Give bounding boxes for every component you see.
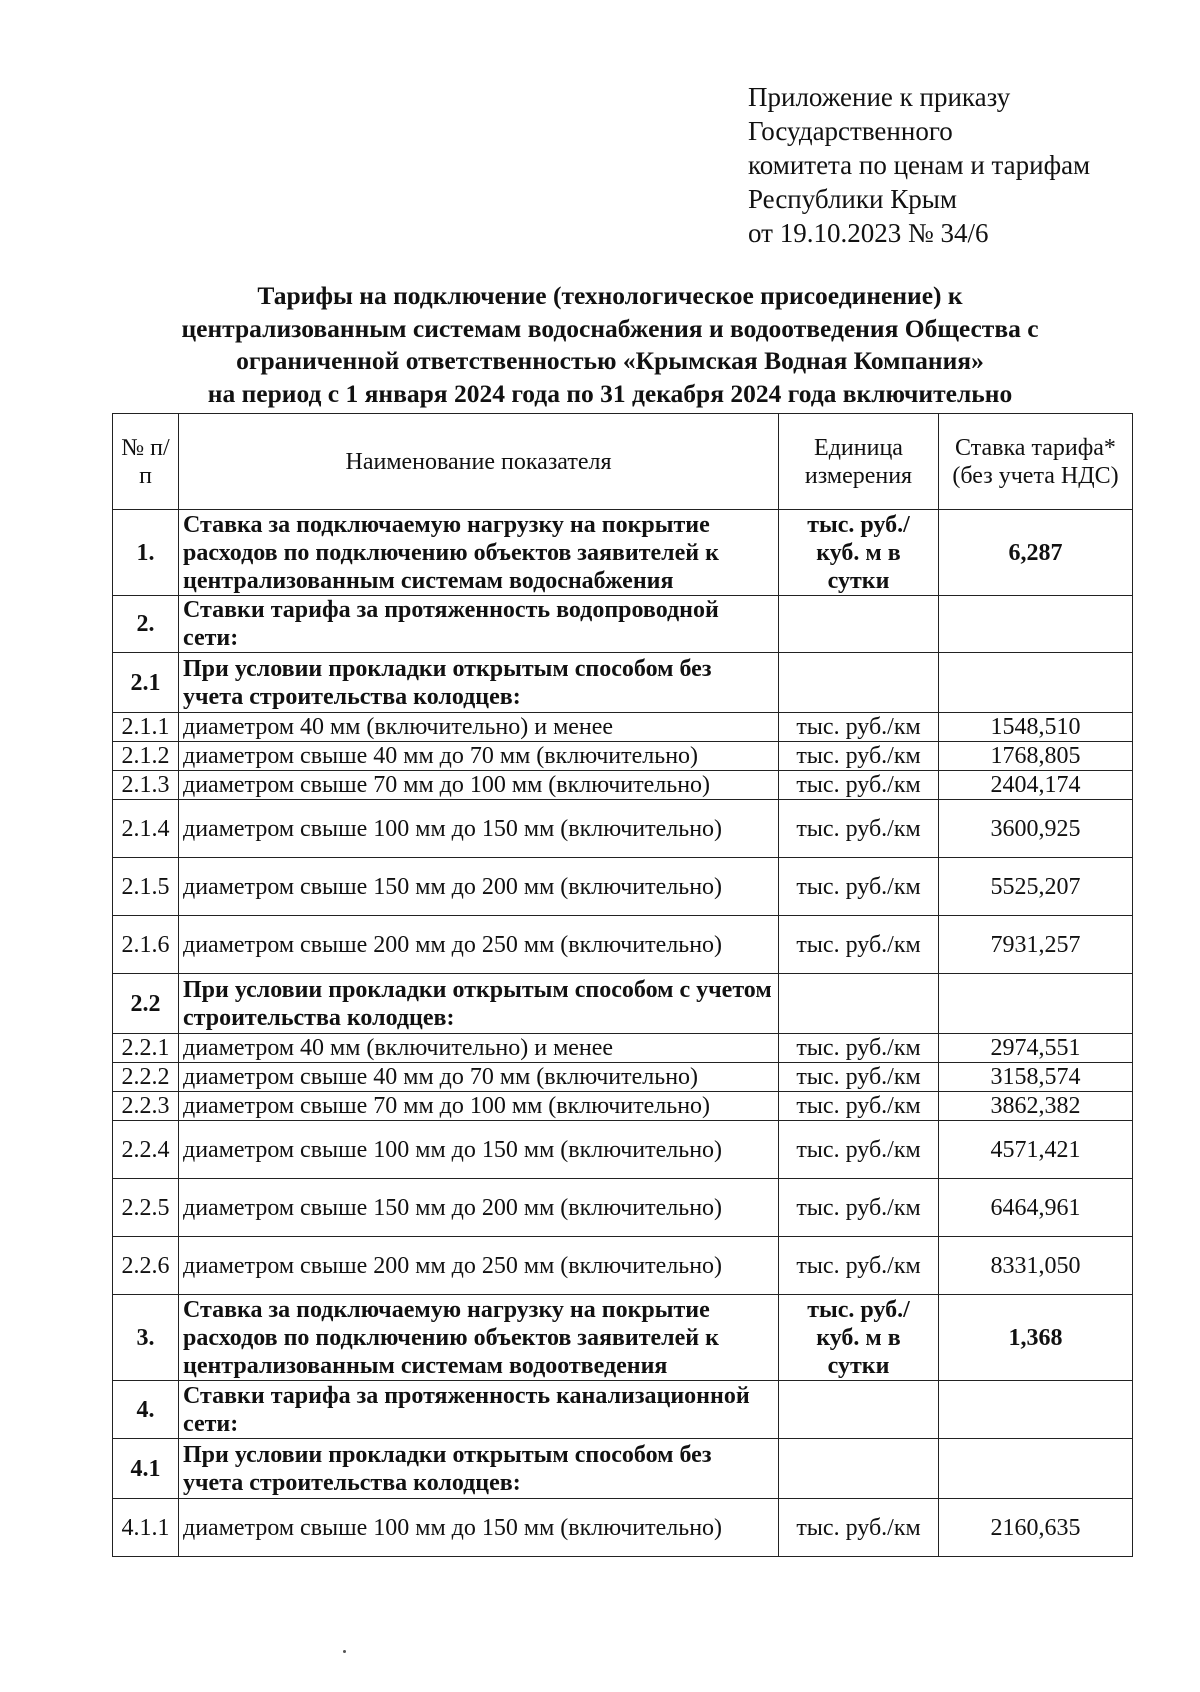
row-rate-cell: 3862,382 <box>939 1092 1133 1121</box>
row-number-cell: 4.1 <box>113 1439 179 1499</box>
appendix-line: Республики Крым <box>748 184 957 214</box>
row-unit-cell <box>779 1439 939 1499</box>
row-name-cell: диаметром свыше 100 мм до 150 мм (включительно) <box>179 1499 779 1557</box>
header-rate: Ставка тарифа* (без учета НДС) <box>939 414 1133 510</box>
row-name-cell: диаметром свыше 150 мм до 200 мм (включительно) <box>179 858 779 916</box>
row-unit-cell: тыс. руб./км <box>779 916 939 974</box>
appendix-line: Приложение к приказу <box>748 82 1011 112</box>
row-name-cell: диаметром свыше 100 мм до 150 мм (включительно) <box>179 800 779 858</box>
table-row <box>113 1499 1133 1557</box>
title-line: на период с 1 января 2024 года по 31 декабря 2024 года включительно <box>207 378 1013 408</box>
row-rate-cell: 7931,257 <box>939 916 1133 974</box>
row-name-cell: диаметром свыше 70 мм до 100 мм (включительно) <box>179 1092 779 1121</box>
row-number-cell: 2. <box>113 596 179 653</box>
row-unit-cell: тыс. руб./км <box>779 1121 939 1179</box>
row-number-cell: 2.1.6 <box>113 916 179 974</box>
table-row <box>113 1092 1133 1121</box>
row-rate-cell <box>939 1439 1133 1499</box>
row-unit-cell: тыс. руб./км <box>779 1179 939 1237</box>
appendix-line: от 19.10.2023 № 34/6 <box>748 218 989 248</box>
row-unit-cell: тыс. руб./км <box>779 771 939 800</box>
appendix-line: Государственного <box>748 116 953 146</box>
row-unit-cell <box>779 1381 939 1439</box>
row-number-cell: 2.1.5 <box>113 858 179 916</box>
row-number-cell: 2.2.4 <box>113 1121 179 1179</box>
row-rate-cell: 2974,551 <box>939 1034 1133 1063</box>
row-name-cell: диаметром свыше 150 мм до 200 мм (включительно) <box>179 1179 779 1237</box>
row-name-cell: При условии прокладки открытым способом с учетом строительства колодцев: <box>179 974 779 1034</box>
title-line: централизованным системам водоснабжения и водоотведения Общества с <box>181 313 1039 343</box>
row-number-cell: 2.1 <box>113 653 179 713</box>
row-unit-cell: тыс. руб./ куб. м в сутки <box>779 510 939 596</box>
scan-dot <box>343 1650 346 1653</box>
row-name-cell: При условии прокладки открытым способом без учета строительства колодцев: <box>179 653 779 713</box>
row-rate-cell <box>939 653 1133 713</box>
table-row <box>113 1439 1133 1499</box>
row-number-cell: 2.2 <box>113 974 179 1034</box>
row-number-cell: 2.2.1 <box>113 1034 179 1063</box>
row-name-cell: Ставка за подключаемую нагрузку на покрытие расходов по подключению объектов заявителей к централизованным системам водоотведения <box>179 1295 779 1381</box>
header-unit: Единица измерения <box>779 414 939 510</box>
row-number-cell: 2.2.3 <box>113 1092 179 1121</box>
table-row <box>113 771 1133 800</box>
row-name-cell: диаметром свыше 200 мм до 250 мм (включительно) <box>179 916 779 974</box>
tariff-table <box>112 413 1133 1557</box>
row-unit-cell: тыс. руб./км <box>779 742 939 771</box>
row-unit-cell <box>779 653 939 713</box>
table-row <box>113 1034 1133 1063</box>
row-name-cell: При условии прокладки открытым способом без учета строительства колодцев: <box>179 1439 779 1499</box>
table-row <box>113 742 1133 771</box>
row-rate-cell <box>939 1381 1133 1439</box>
table-row <box>113 916 1133 974</box>
row-rate-cell: 3158,574 <box>939 1063 1133 1092</box>
row-rate-cell <box>939 596 1133 653</box>
row-unit-cell: тыс. руб./км <box>779 858 939 916</box>
row-rate-cell: 2404,174 <box>939 771 1133 800</box>
row-rate-cell <box>939 974 1133 1034</box>
row-unit-cell: тыс. руб./км <box>779 1499 939 1557</box>
table-header-row <box>113 414 1133 510</box>
row-unit-cell <box>779 596 939 653</box>
title-line: Тарифы на подключение (технологическое присоединение) к <box>257 281 963 310</box>
table-row <box>113 1179 1133 1237</box>
table-row <box>113 713 1133 742</box>
table-row <box>113 653 1133 713</box>
row-rate-cell: 3600,925 <box>939 800 1133 858</box>
table-row <box>113 1121 1133 1179</box>
header-name: Наименование показателя <box>179 414 779 510</box>
header-num: № п/п <box>113 414 179 510</box>
row-unit-cell: тыс. руб./км <box>779 1237 939 1295</box>
row-number-cell: 3. <box>113 1295 179 1381</box>
row-name-cell: диаметром свыше 200 мм до 250 мм (включительно) <box>179 1237 779 1295</box>
table-row <box>113 510 1133 596</box>
row-unit-cell: тыс. руб./км <box>779 713 939 742</box>
table-row <box>113 974 1133 1034</box>
row-number-cell: 2.1.1 <box>113 713 179 742</box>
row-rate-cell: 1548,510 <box>939 713 1133 742</box>
row-unit-cell: тыс. руб./км <box>779 1034 939 1063</box>
row-rate-cell: 8331,050 <box>939 1237 1133 1295</box>
row-number-cell: 2.2.2 <box>113 1063 179 1092</box>
document-title <box>110 280 1110 410</box>
table-row <box>113 596 1133 653</box>
row-name-cell: диаметром свыше 40 мм до 70 мм (включительно) <box>179 1063 779 1092</box>
row-name-cell: Ставки тарифа за протяженность канализационной сети: <box>179 1381 779 1439</box>
table-row <box>113 1063 1133 1092</box>
row-number-cell: 4.1.1 <box>113 1499 179 1557</box>
appendix-line: комитета по ценам и тарифам <box>748 150 1091 180</box>
row-rate-cell: 1,368 <box>939 1295 1133 1381</box>
row-rate-cell: 1768,805 <box>939 742 1133 771</box>
row-number-cell: 2.1.3 <box>113 771 179 800</box>
row-number-cell: 4. <box>113 1381 179 1439</box>
row-number-cell: 2.1.4 <box>113 800 179 858</box>
row-unit-cell: тыс. руб./км <box>779 1092 939 1121</box>
row-unit-cell: тыс. руб./км <box>779 1063 939 1092</box>
row-name-cell: Ставка за подключаемую нагрузку на покрытие расходов по подключению объектов заявителей к централизованным системам водоснабжения <box>179 510 779 596</box>
row-name-cell: диаметром 40 мм (включительно) и менее <box>179 1034 779 1063</box>
row-name-cell: диаметром 40 мм (включительно) и менее <box>179 713 779 742</box>
row-name-cell: диаметром свыше 70 мм до 100 мм (включительно) <box>179 771 779 800</box>
row-number-cell: 2.2.5 <box>113 1179 179 1237</box>
row-rate-cell: 6464,961 <box>939 1179 1133 1237</box>
table-row <box>113 1237 1133 1295</box>
row-name-cell: диаметром свыше 40 мм до 70 мм (включительно) <box>179 742 779 771</box>
row-name-cell: Ставки тарифа за протяженность водопроводной сети: <box>179 596 779 653</box>
row-number-cell: 2.1.2 <box>113 742 179 771</box>
table-body <box>113 510 1133 1557</box>
row-name-cell: диаметром свыше 100 мм до 150 мм (включительно) <box>179 1121 779 1179</box>
row-unit-cell <box>779 974 939 1034</box>
table-row <box>113 858 1133 916</box>
title-line: ограниченной ответственностью «Крымская Водная Компания» <box>236 346 984 375</box>
table-row <box>113 1295 1133 1381</box>
row-rate-cell: 6,287 <box>939 510 1133 596</box>
row-unit-cell: тыс. руб./км <box>779 800 939 858</box>
row-rate-cell: 2160,635 <box>939 1499 1133 1557</box>
row-unit-cell: тыс. руб./ куб. м в сутки <box>779 1295 939 1381</box>
row-rate-cell: 4571,421 <box>939 1121 1133 1179</box>
row-rate-cell: 5525,207 <box>939 858 1133 916</box>
row-number-cell: 1. <box>113 510 179 596</box>
table-row <box>113 1381 1133 1439</box>
row-number-cell: 2.2.6 <box>113 1237 179 1295</box>
table-row <box>113 800 1133 858</box>
appendix-block <box>748 80 1090 250</box>
